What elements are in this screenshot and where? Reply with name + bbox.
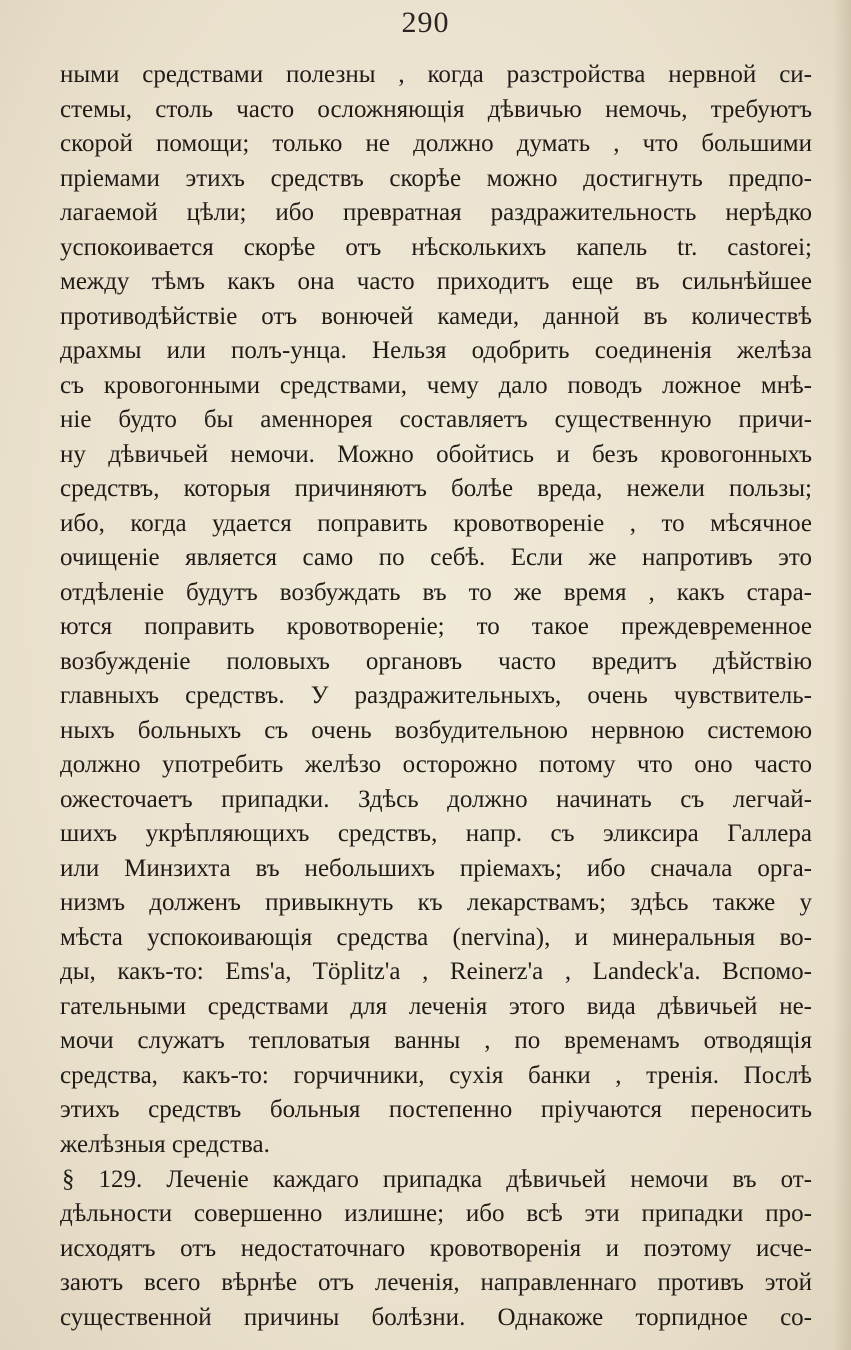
text-line: гательными средствами для леченія этого вида дѣвичьей не- — [60, 992, 812, 1020]
text-line: средствъ, которыя причиняютъ болѣе вреда, нежели пользы; — [60, 475, 812, 503]
text-line: ожесточаетъ припадки. Здѣсь должно начинать съ легчай- — [60, 785, 812, 813]
text-line: этихъ средствъ больныя постепенно пріучаются переносить — [60, 1096, 812, 1124]
text-line: средства, какъ-то: горчичники, сухія банки , тренія. Послѣ — [60, 1061, 812, 1089]
text-line: между тѣмъ какъ она часто приходитъ еще въ сильнѣйшее — [60, 268, 812, 296]
text-line: возбужденіе половыхъ органовъ часто вредитъ дѣйствію — [60, 647, 812, 675]
text-line: мѣста успокоивающія средства (nervina), и минеральныя во- — [60, 923, 812, 951]
text-line: очищеніе является само по себѣ. Если же напротивъ это — [60, 544, 812, 572]
text-line: ды, какъ-то: Ems'a, Töplitz'a , Reinerz'a , Landeck'a. Вспомо- — [60, 958, 812, 986]
text-line: противодѣйствіе отъ вонючей камеди, данной въ количествѣ — [60, 302, 812, 330]
text-line: драхмы или полъ-унца. Нельзя одобрить соединенія желѣза — [60, 337, 812, 365]
text-line: должно употребить желѣзо осторожно потому что оно часто — [60, 751, 812, 779]
text-line: заютъ всего вѣрнѣе отъ леченія, направленнаго противъ этой — [60, 1269, 812, 1297]
text-line: успокоивается скорѣе отъ нѣсколькихъ капель tr. castorei; — [60, 233, 812, 261]
text-line: скорой помощи; только не должно думать , что большими — [60, 130, 812, 158]
text-line: мочи служатъ тепловатыя ванны , по временамъ отводящія — [60, 1027, 812, 1055]
text-line: существенной причины болѣзни. Однакоже торпидное со- — [60, 1303, 812, 1331]
text-line: исходятъ отъ недостаточнаго кровотворенія и поэтому исче- — [60, 1234, 812, 1262]
text-line: низмъ долженъ привыкнуть къ лекарствамъ; здѣсь также у — [60, 889, 812, 917]
text-line: или Минзихта въ небольшихъ пріемахъ; ибо сначала орга- — [60, 854, 812, 882]
text-line: дѣльности совершенно излишне; ибо всѣ эти припадки про- — [60, 1200, 812, 1228]
text-line: лагаемой цѣли; ибо превратная раздражительность нерѣдко — [60, 199, 812, 227]
text-line: ну дѣвичьей немочи. Можно обойтись и безъ кровогонныхъ — [60, 440, 812, 468]
text-line: главныхъ средствъ. У раздражительныхъ, очень чувствитель- — [60, 682, 812, 710]
text-line: ніе будто бы аменнорея составляетъ существенную причи- — [60, 406, 812, 434]
page-number: 290 — [401, 6, 450, 39]
text-line: ными средствами полезны , когда разстройства нервной си- — [60, 61, 812, 88]
text-line: пріемами этихъ средствъ скорѣе можно достигнуть предпо- — [60, 164, 812, 192]
text-line: съ кровогонными средствами, чему дало поводъ ложное мнѣ- — [60, 371, 812, 399]
text-line: ются поправить кровотвореніе; то такое преждевременное — [60, 613, 812, 641]
text-line: стемы, столь часто осложняющія дѣвичью немочь, требуютъ — [60, 95, 812, 123]
text-line: отдѣленіе будутъ возбуждать въ то же время , какъ стара- — [60, 578, 812, 606]
page-edge-shadow — [833, 0, 851, 1350]
section-heading-line: § 129. Леченіе каждаго припадка дѣвичьей немочи въ от- — [62, 1165, 812, 1193]
page-text — [60, 58, 812, 1335]
text-line: ныхъ больныхъ съ очень возбудительною нервною системою — [60, 716, 812, 744]
paragraph-end-line: желѣзныя средства. — [60, 1130, 270, 1158]
text-line: ибо, когда удается поправить кровотвореніе , то мѣсячное — [60, 509, 812, 537]
text-line: шихъ укрѣпляющихъ средствъ, напр. съ эликсира Галлера — [60, 820, 812, 848]
